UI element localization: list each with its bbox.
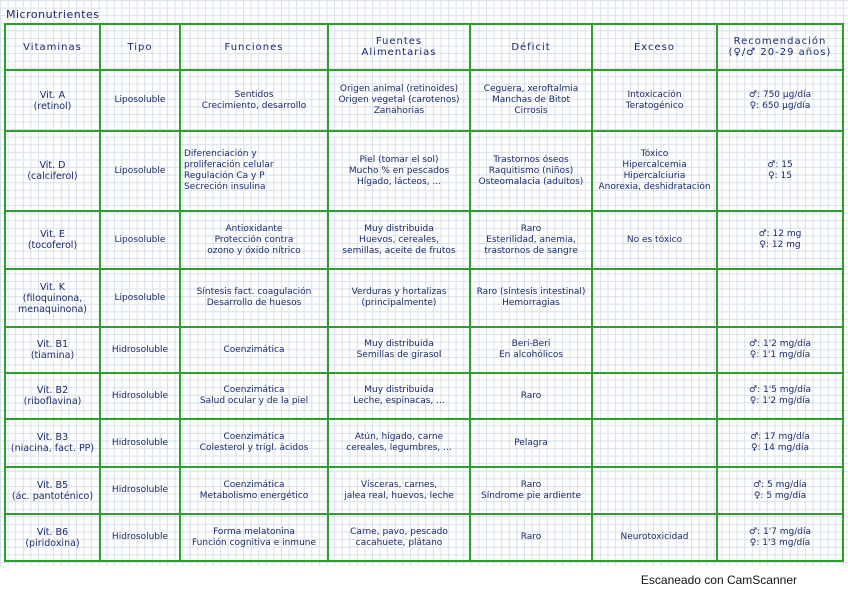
cell-exceso-empty [592, 269, 717, 327]
table-row-vit-b1 [5, 327, 843, 373]
header-fuentes: Fuentes Alimentarias [328, 24, 470, 70]
cell-funciones: Coenzimática Salud ocular y de la piel [180, 373, 328, 419]
cell-fuentes: Muy distribuida Huevos, cereales, semillas, aceite de frutos [328, 211, 470, 269]
cell-deficit: Raro [470, 373, 592, 419]
cell-recomendacion-empty [717, 269, 843, 327]
cell-deficit: Raro [470, 514, 592, 561]
cell-funciones: Síntesis fact. coagulación Desarrollo de huesos [180, 269, 328, 327]
scanner-watermark: Escaneado con CamScanner [640, 573, 797, 587]
cell-exceso: Tóxico Hipercalcemia Hipercalciuria Anorexia, deshidratación [592, 131, 717, 211]
cell-exceso-empty [592, 467, 717, 514]
table-row-vit-e [5, 211, 843, 269]
cell-recomendacion: ♂: 15 ♀: 15 [717, 131, 843, 211]
cell-fuentes: Carne, pavo, pescado cacahuete, plátano [328, 514, 470, 561]
cell-funciones: Antioxidante Protección contra ozono y óxido nítrico [180, 211, 328, 269]
cell-fuentes: Muy distribuida Semillas de girasol [328, 327, 470, 373]
header-vitaminas: Vitaminas [5, 24, 100, 70]
cell-fuentes: Atún, hígado, carne cereales, legumbres, ... [328, 419, 470, 467]
cell-vitamina: Vit. D (calciferol) [5, 131, 100, 211]
table-row-vit-k [5, 269, 843, 327]
cell-deficit: Pelagra [470, 419, 592, 467]
cell-funciones: Sentidos Crecimiento, desarrollo [180, 70, 328, 131]
cell-fuentes: Muy distribuida Leche, espinacas, ... [328, 373, 470, 419]
cell-vitamina: Vit. B5 (ác. pantoténico) [5, 467, 100, 514]
cell-exceso-empty [592, 327, 717, 373]
table-row-vit-d [5, 131, 843, 211]
cell-recomendacion: ♂: 12 mg ♀: 12 mg [717, 211, 843, 269]
table-row-vit-a [5, 70, 843, 131]
cell-vitamina: Vit. B6 (piridoxina) [5, 514, 100, 561]
cell-recomendacion: ♂: 750 µg/día ♀: 650 µg/día [717, 70, 843, 131]
cell-deficit: Raro Síndrome pie ardiente [470, 467, 592, 514]
cell-funciones: Diferenciación y proliferación celular Regulación Ca y P Secreción insulina [180, 131, 328, 211]
cell-fuentes: Origen animal (retinoides) Origen vegetal (carotenos) Zanahorias [328, 70, 470, 131]
cell-vitamina: Vit. A (retinol) [5, 70, 100, 131]
cell-vitamina: Vit. K (filoquinona, menaquinona) [5, 269, 100, 327]
cell-vitamina: Vit. B1 (tiamina) [5, 327, 100, 373]
cell-vitamina: Vit. B3 (niacina, fact. PP) [5, 419, 100, 467]
cell-funciones: Coenzimática [180, 327, 328, 373]
cell-funciones: Coenzimática Metabolismo energético [180, 467, 328, 514]
cell-exceso: No es tóxico [592, 211, 717, 269]
table-row-vit-b5 [5, 467, 843, 514]
cell-tipo: Hidrosoluble [100, 467, 180, 514]
cell-recomendacion: ♂: 1'5 mg/día ♀: 1'2 mg/día [717, 373, 843, 419]
cell-exceso: Intoxicación Teratogénico [592, 70, 717, 131]
cell-recomendacion: ♂: 1'2 mg/día ♀: 1'1 mg/día [717, 327, 843, 373]
cell-exceso: Neurotoxicidad [592, 514, 717, 561]
cell-fuentes: Piel (tomar el sol) Mucho % en pescados Hígado, lácteos, ... [328, 131, 470, 211]
table-header-row [5, 24, 843, 70]
cell-tipo: Hidrosoluble [100, 419, 180, 467]
cell-tipo: Hidrosoluble [100, 373, 180, 419]
cell-deficit: Raro Esterilidad, anemia, trastornos de sangre [470, 211, 592, 269]
cell-recomendacion: ♂: 5 mg/día ♀: 5 mg/día [717, 467, 843, 514]
cell-recomendacion: ♂: 1'7 mg/día ♀: 1'3 mg/día [717, 514, 843, 561]
cell-exceso-empty [592, 419, 717, 467]
cell-vitamina: Vit. E (tocoferol) [5, 211, 100, 269]
cell-tipo: Liposoluble [100, 131, 180, 211]
header-recomendacion: Recomendación (♀/♂ 20-29 años) [717, 24, 843, 70]
cell-tipo: Liposoluble [100, 70, 180, 131]
cell-deficit: Beri-Beri En alcohólicos [470, 327, 592, 373]
cell-deficit: Ceguera, xeroftalmia Manchas de Bitot Cirrosis [470, 70, 592, 131]
header-funciones: Funciones [180, 24, 328, 70]
cell-tipo: Liposoluble [100, 269, 180, 327]
cell-tipo: Hidrosoluble [100, 327, 180, 373]
cell-deficit: Trastornos óseos Raquitismo (niños) Osteomalacia (adultos) [470, 131, 592, 211]
cell-fuentes: Vísceras, carnes, jalea real, huevos, leche [328, 467, 470, 514]
micronutrients-table [4, 23, 844, 562]
header-tipo: Tipo [100, 24, 180, 70]
table-row-vit-b3 [5, 419, 843, 467]
cell-tipo: Liposoluble [100, 211, 180, 269]
cell-vitamina: Vit. B2 (riboflavina) [5, 373, 100, 419]
cell-tipo: Hidrosoluble [100, 514, 180, 561]
header-exceso: Exceso [592, 24, 717, 70]
table-row-vit-b6 [5, 514, 843, 561]
cell-funciones: Forma melatonina Función cognitiva e inmune [180, 514, 328, 561]
cell-recomendacion: ♂: 17 mg/día ♀: 14 mg/día [717, 419, 843, 467]
header-deficit: Déficit [470, 24, 592, 70]
table-row-vit-b2 [5, 373, 843, 419]
cell-deficit: Raro (síntesis intestinal) Hemorragias [470, 269, 592, 327]
cell-exceso-empty [592, 373, 717, 419]
cell-fuentes: Verduras y hortalizas (principalmente) [328, 269, 470, 327]
cell-funciones: Coenzimática Colesterol y trigl. ácidos [180, 419, 328, 467]
document-title: Micronutrientes [6, 8, 100, 21]
